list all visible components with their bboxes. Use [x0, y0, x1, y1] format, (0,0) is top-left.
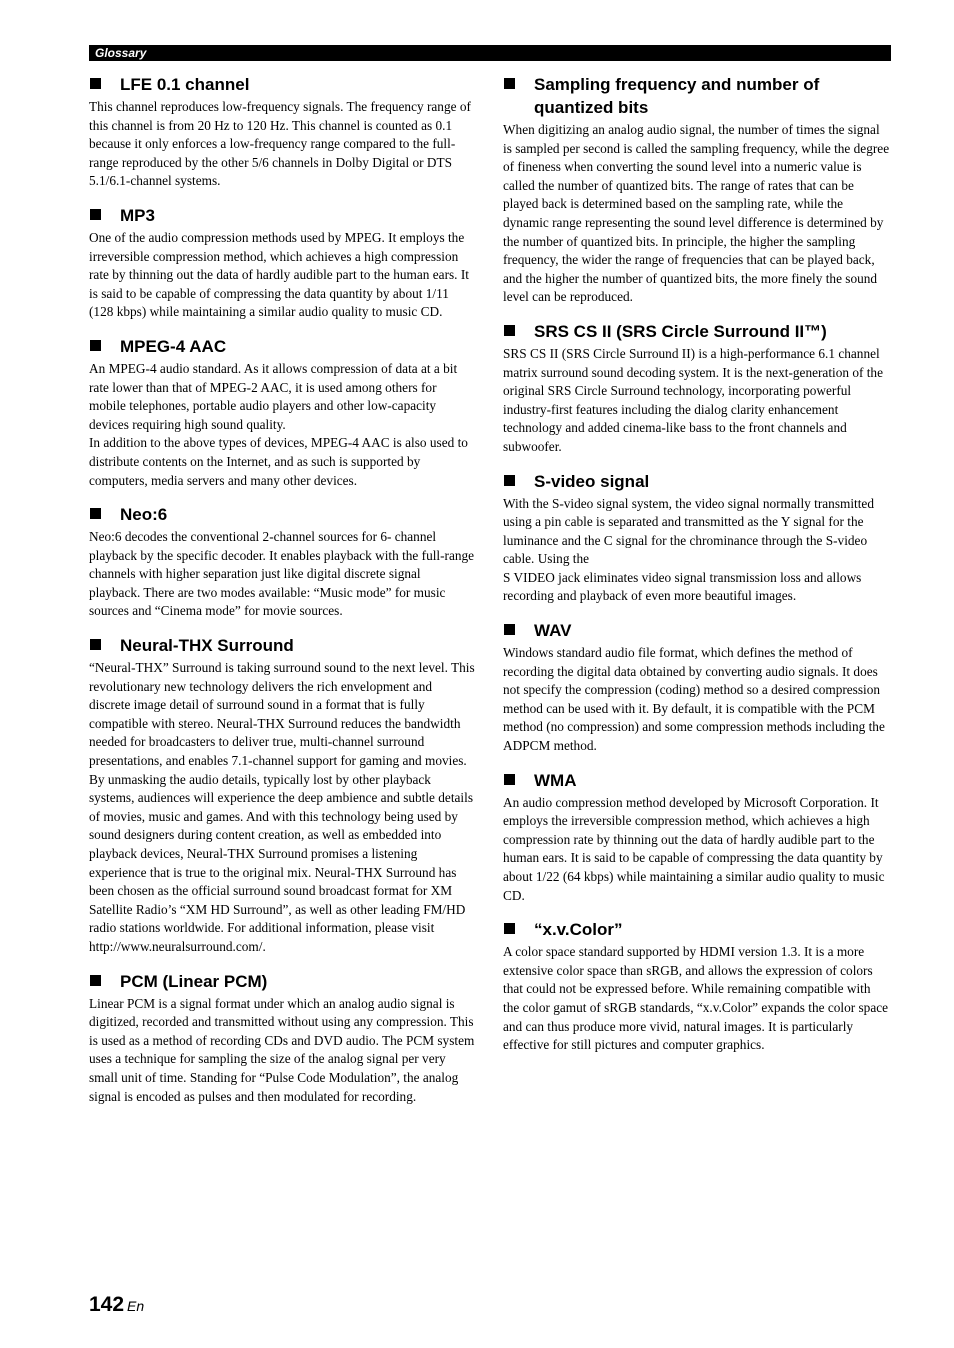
- entry-title: “x.v.Color”: [503, 918, 890, 941]
- square-bullet-icon: [504, 624, 515, 635]
- entry-title: WMA: [503, 769, 890, 792]
- entry-title: SRS CS II (SRS Circle Surround II™): [503, 320, 890, 343]
- glossary-entry-mp3: [89, 204, 475, 322]
- entry-title: PCM (Linear PCM): [89, 970, 475, 993]
- page-number-value: 142: [89, 1293, 125, 1316]
- glossary-entry-wav: [503, 619, 890, 756]
- left-column: [89, 73, 475, 1119]
- glossary-entry-srs-cs2: [503, 320, 890, 457]
- glossary-entry-wma: [503, 769, 890, 906]
- entry-text: Windows standard audio file format, which defines the method of recording the digital data obtained by converting audio signals. It does not specify the compression (coding) method so a desired compression method can be used with it. By default, it is compatible with the PCM method (no compression) and some compression methods including the ADPCM method.: [503, 645, 885, 754]
- header-bar: [89, 45, 891, 61]
- entry-text: Neo:6 decodes the conventional 2-channel sources for 6- channel playback by the specific decoder. It enables playback with the full-range channels with higher separation just like digital discrete signal playback. There are two modes available: “Music mode” for music sources and “Cinema mode” for movie sources.: [89, 529, 475, 619]
- glossary-entry-mpeg4-aac: [89, 335, 475, 490]
- glossary-entry-xvcolor: [503, 918, 890, 1055]
- entry-title: Neural-THX Surround: [89, 634, 475, 657]
- square-bullet-icon: [504, 325, 515, 336]
- entry-text: One of the audio compression methods used by MPEG. It employs the irreversible compression method, which achieves a high compression rate by thinning out the data of hardly audible part to the human ears. It is said to be capable of compressing the data quantity by about 1/11 (128 kbps) while maintaining a similar audio quality to music CD.: [89, 229, 469, 320]
- entry-title: LFE 0.1 channel: [89, 73, 475, 96]
- glossary-entry-pcm: [89, 970, 475, 1107]
- glossary-entry-neural-thx: [89, 634, 475, 957]
- entry-text: In addition to the above types of devices, MPEG-4 AAC is also used to distribute contents on the Internet, and as such is supported by computers, media servers and many other devices.: [89, 435, 468, 488]
- square-bullet-icon: [90, 639, 101, 650]
- square-bullet-icon: [504, 923, 515, 934]
- entry-title: S-video signal: [503, 470, 890, 493]
- square-bullet-icon: [90, 975, 101, 986]
- glossary-entry-neo6: [89, 503, 475, 621]
- page-number: [89, 1293, 144, 1317]
- square-bullet-icon: [90, 340, 101, 351]
- entry-text: Linear PCM is a signal format under which an analog audio signal is digitized, recorded and transmitted without using any compression. This is used as a method of recording CDs and DVD audio. The PCM system uses a technique for sampling the size of the analog signal per very small unit of time. Standing for “Pulse Code Modulation”, the analog signal is encoded as pulses and then modulated for recording.: [89, 995, 475, 1104]
- entry-text: S VIDEO jack eliminates video signal transmission loss and allows recording and playback of even more beautiful images.: [503, 569, 862, 604]
- entry-title: Sampling frequency and number of quantized bits: [503, 73, 890, 119]
- page-language: En: [127, 1298, 145, 1314]
- entry-text: With the S-video signal system, the video signal normally transmitted using a pin cable is separated and transmitted as the Y signal for the luminance and the C signal for the chrominance through the S-video cable. Using the: [503, 495, 874, 567]
- square-bullet-icon: [90, 508, 101, 519]
- entry-text: A color space standard supported by HDMI version 1.3. It is a more extensive color space than sRGB, and allows the expression of colors that could not be expressed before. While remaining compatible with the color gamut of sRGB standards, “x.v.Color” expands the color space and can thus produce more vivid, natural images. It is particularly effective for still pictures and computer graphics.: [503, 944, 889, 1053]
- square-bullet-icon: [504, 475, 515, 486]
- square-bullet-icon: [90, 78, 101, 89]
- entry-text: “Neural-THX” Surround is taking surround sound to the next level. This revolutionary new technology delivers the rich envelopment and discrete image detail of surround sound in a format that is fully compatible with stereo. Neural-THX Surround reduces the bandwidth needed for broadcasters to deliver true, multi-channel surround presentations, and enables 7.1-channel support for gaming and movies. By unmasking the audio details, typically lost by other playback systems, audiences will experience the deep ambience and subtle details of movies, music and games. And with this technology being used by sound designers during content creation, as well as embedded into playback devices, Neural-THX Surround promises a listening experience that is true to the original mix. Neural-THX Surround has been chosen as the official surround sound broadcast format for XM Satellite Radio’s “XM HD Surround”, as well as other leading FM/HD radio stations worldwide. For additional information, please visit http://www.neuralsurround.com/.: [89, 660, 475, 954]
- square-bullet-icon: [504, 78, 515, 89]
- entry-text: This channel reproduces low-frequency signals. The frequency range of this channel is from 20 Hz to 120 Hz. This channel is counted as 0.1 because it only enforces a low-frequency range compared to the full-range reproduced by the other 5/6 channels in Dolby Digital or DTS 5.1/6.1-channel systems.: [89, 99, 471, 189]
- square-bullet-icon: [90, 209, 101, 220]
- square-bullet-icon: [504, 774, 515, 785]
- glossary-entry-sampling: [503, 73, 890, 307]
- entry-text: An audio compression method developed by Microsoft Corporation. It employs the irreversible compression method, which achieves a high compression rate by thinning out the data of hardly audible part to the human ears. It is said to be capable of compressing the data quantity by about 1/22 (64 kbps) while maintaining a similar audio quality to music CD.: [503, 794, 885, 903]
- right-column: [503, 73, 890, 1068]
- entry-title: WAV: [503, 619, 890, 642]
- entry-title: Neo:6: [89, 503, 475, 526]
- entry-title: MPEG-4 AAC: [89, 335, 475, 358]
- entry-text: An MPEG-4 audio standard. As it allows compression of data at a bit rate lower than that of MPEG-2 AAC, it is used among others for mobile telephones, portable audio players and other low-capacity devices requiring high sound quality.: [89, 360, 458, 432]
- entry-title: MP3: [89, 204, 475, 227]
- entry-text: When digitizing an analog audio signal, the number of times the signal is sampled per second is called the sampling frequency, while the degree of fineness when converting the sound level into a numeric value is called the number of quantized bits. The range of rates that can be played back is determined based on the sampling rate, while the dynamic range representing the sound level difference is determined by the number of quantized bits. In principle, the higher the sampling frequency, the wider the range of frequencies that can be played back, and the higher the number of quantized bits, the more finely the sound level can be reproduced.: [503, 122, 890, 305]
- header-label: Glossary: [95, 46, 147, 60]
- glossary-entry-s-video: [503, 470, 890, 607]
- glossary-entry-lfe: [89, 73, 475, 191]
- entry-text: SRS CS II (SRS Circle Surround II) is a high-performance 6.1 channel matrix surround sound decoding system. It is the next-generation of the original SRS Circle Surround technology, incorporating powerful industry-first features including the dialog clarity enhancement technology and added cinema-like bass to the front channels and subwoofer.: [503, 345, 883, 454]
